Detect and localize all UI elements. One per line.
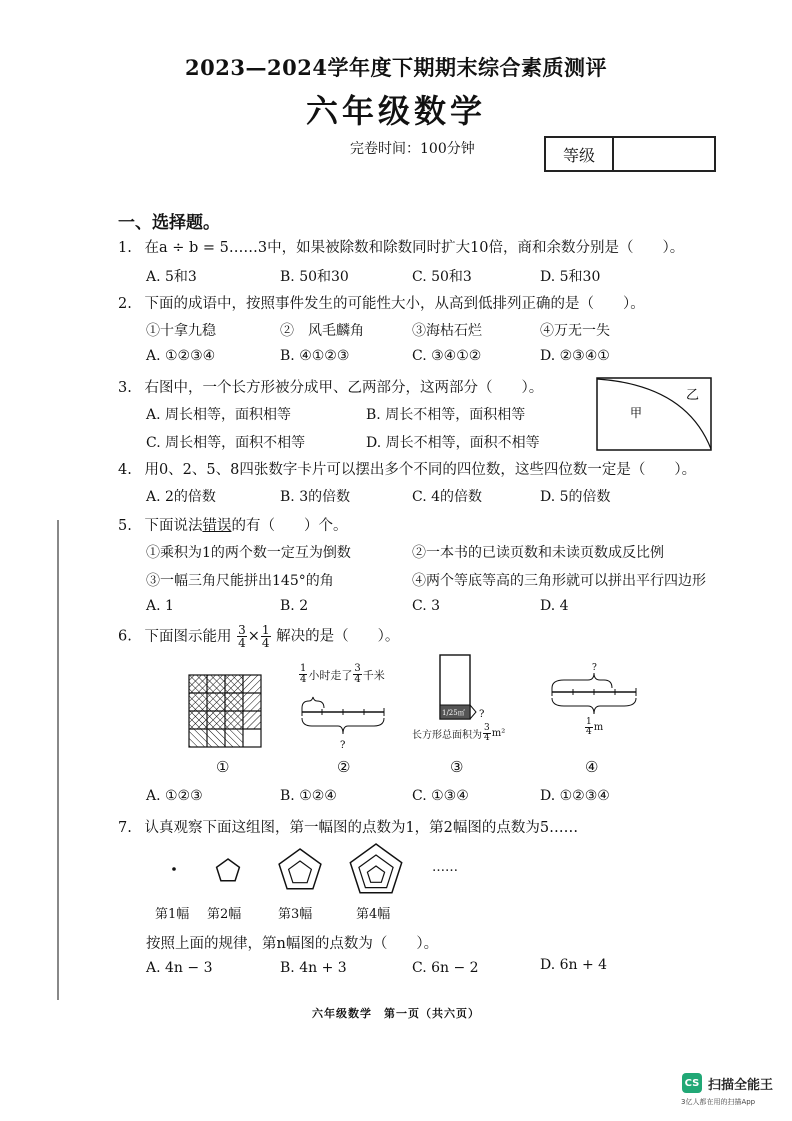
- q2-idiom-3: ③海枯石烂: [412, 323, 482, 339]
- q2-option-c: C. ③④①②: [412, 348, 482, 364]
- q2-idiom-1: ①十拿九稳: [146, 323, 216, 339]
- figure-2-pentagon: [217, 859, 240, 881]
- section-heading: 一、选择题。: [118, 213, 220, 233]
- q7-text-2: 按照上面的规律，第n幅图的点数为（ ）。: [146, 936, 439, 952]
- q3-option-a: A. 周长相等，面积相等: [146, 407, 292, 423]
- label-jia: 甲: [630, 406, 643, 420]
- q7-option-a: A. 4n − 3: [146, 960, 213, 976]
- question-text-before: 下面说法: [144, 518, 203, 534]
- camscanner-brand-name: 扫描全能王: [708, 1078, 774, 1093]
- grade-value-cell: [614, 138, 714, 170]
- q5-statement-2: ②一本书的已读页数和未读页数成反比例: [412, 545, 664, 561]
- question-3: [118, 376, 543, 397]
- q6-figure-label-2: ②: [337, 758, 351, 776]
- question-4: [118, 458, 696, 479]
- q6-figure-2-line: [298, 696, 390, 754]
- q3-option-c: C. 周长相等，面积不相等: [146, 435, 306, 451]
- q4-option-d: D. 5的倍数: [540, 489, 611, 505]
- q5-statement-4: ④两个等底等高的三角形就可以拼出平行四边形: [412, 573, 706, 589]
- label-yi: 乙: [686, 388, 700, 403]
- q3-rectangle-figure: [596, 377, 714, 453]
- question-text: 认真观察下面这组图，第一幅图的点数为1，第2幅图的点数为5……: [144, 820, 579, 836]
- question-6: [118, 624, 399, 649]
- q2-idiom-4: ④万无一失: [540, 323, 610, 339]
- q2-option-d: D. ②③④①: [540, 348, 610, 364]
- q1-option-a: A. 5和3: [146, 269, 197, 285]
- q7-figure-label-3: 第3幅: [278, 907, 313, 922]
- q7-option-d: D. 6n + 4: [540, 957, 608, 973]
- question-5: [118, 514, 347, 535]
- q2-option-a: A. ①②③④: [146, 348, 216, 364]
- q4-option-b: B. 3的倍数: [280, 489, 351, 505]
- question-text-after: 的有（ ）个。: [231, 518, 348, 534]
- fraction-three-quarters: $\frac{3}{4}$: [238, 623, 246, 650]
- question-number: 6.: [118, 628, 132, 645]
- q6-option-d: D. ①②③④: [540, 788, 610, 804]
- q5-statement-3: ③一幅三角尺能拼出145°的角: [146, 573, 334, 589]
- top-brace: [302, 697, 324, 708]
- q7-figure-label-2: 第2幅: [207, 907, 242, 922]
- q2-option-b: B. ④①②③: [280, 348, 350, 364]
- shaded-label: 1/25㎡: [442, 709, 465, 717]
- top-brace: [552, 673, 612, 688]
- question-text-underlined: 错误: [202, 518, 232, 534]
- camscanner-tagline: 3亿人都在用的扫描App: [681, 1098, 756, 1106]
- q6-figure-label-3: ③: [450, 758, 464, 776]
- q1-option-b: B. 50和30: [280, 269, 349, 285]
- figure-4-pentagons: [350, 844, 401, 893]
- question-text: 下面的成语中，按照事件发生的可能性大小，从高到低排列正确的是（ ）。: [144, 296, 645, 312]
- times-sign: ×: [247, 628, 260, 645]
- q7-ellipsis: ……: [432, 860, 458, 875]
- unknown-mark: ?: [340, 740, 346, 751]
- q3-option-b: B. 周长不相等，面积相等: [366, 407, 526, 423]
- subject-title: 六年级数学: [305, 92, 486, 130]
- question-text: 用0、2、5、8四张数字卡片可以摆出多个不同的四位数，这些四位数一定是（ ）。: [144, 462, 697, 478]
- question-text-after: 解决的是（ ）。: [276, 628, 400, 645]
- binding-margin-line: [57, 520, 59, 1000]
- q7-figure-label-1: 第1幅: [155, 907, 190, 922]
- q4-option-a: A. 2的倍数: [146, 489, 216, 505]
- bottom-brace: [302, 718, 384, 734]
- q1-option-d: D. 5和30: [540, 269, 601, 285]
- q7-figure-label-4: 第4幅: [356, 907, 391, 922]
- q6-figure-3-rectangle: [430, 654, 500, 720]
- grade-box: [544, 136, 716, 172]
- q6-figure-3-caption: 长方形总面积为 $\frac{3}{4}$ m²: [412, 723, 506, 743]
- question-number: 3.: [118, 380, 132, 396]
- exam-title: 2023—2024学年度下期期末综合素质测评: [185, 55, 607, 80]
- grade-label: 等级: [546, 138, 614, 170]
- q7-option-c: C. 6n − 2: [412, 960, 479, 976]
- unknown-mark: ?: [479, 709, 485, 720]
- q3-option-d: D. 周长不相等，面积不相等: [366, 435, 540, 451]
- q6-figure-4-line: [546, 660, 642, 718]
- q6-option-a: A. ①②③: [146, 788, 203, 804]
- q2-idiom-2: ② 风毛麟角: [280, 323, 364, 339]
- question-2: [118, 292, 645, 313]
- q5-option-c: C. 3: [412, 598, 441, 614]
- q6-figure-label-4: ④: [585, 758, 599, 776]
- page-footer: 六年级数学 第一页（共六页）: [312, 1007, 480, 1020]
- q5-statement-1: ①乘积为1的两个数一定互为倒数: [146, 545, 351, 561]
- unknown-mark: ?: [592, 663, 597, 673]
- q6-option-b: B. ①②④: [280, 788, 337, 804]
- question-number: 7.: [118, 820, 132, 836]
- question-number: 5.: [118, 518, 132, 534]
- fraction-one-quarter: $\frac{1}{4}$: [261, 623, 270, 650]
- question-1: [118, 236, 684, 257]
- q6-figure-2-caption: $\frac{1}{4}$ 小时走了 $\frac{3}{4}$ 千米: [300, 663, 385, 685]
- q7-pentagon-figures: [160, 840, 410, 902]
- q4-option-c: C. 4的倍数: [412, 489, 483, 505]
- figure-1-dot: [172, 867, 176, 871]
- question-7: [118, 816, 578, 837]
- question-number: 4.: [118, 462, 132, 478]
- camscanner-logo-icon: CS: [682, 1073, 702, 1093]
- q1-option-c: C. 50和3: [412, 269, 472, 285]
- q6-option-c: C. ①③④: [412, 788, 469, 804]
- q6-figure-label-1: ①: [216, 758, 230, 776]
- q6-figure-4-caption: $\frac{1}{4}$ m: [586, 717, 604, 737]
- bottom-brace: [552, 698, 636, 714]
- q5-option-d: D. 4: [540, 598, 569, 614]
- q7-option-b: B. 4n + 3: [280, 960, 347, 976]
- question-number: 2.: [118, 296, 132, 312]
- q5-option-b: B. 2: [280, 598, 309, 614]
- question-number: 1.: [118, 240, 132, 256]
- q5-option-a: A. 1: [146, 598, 174, 614]
- pointer-arrow: [470, 705, 476, 719]
- q6-figure-1-grid: [188, 674, 264, 750]
- question-text: 在a ÷ b = 5……3中，如果被除数和除数同时扩大10倍，商和余数分别是（ ）。: [144, 240, 685, 256]
- question-text-before: 下面图示能用: [144, 628, 232, 645]
- figure-3-pentagons: [279, 849, 321, 889]
- time-limit: 完卷时间：100分钟: [350, 141, 475, 157]
- question-text: 右图中，一个长方形被分成甲、乙两部分，这两部分（ ）。: [144, 380, 544, 396]
